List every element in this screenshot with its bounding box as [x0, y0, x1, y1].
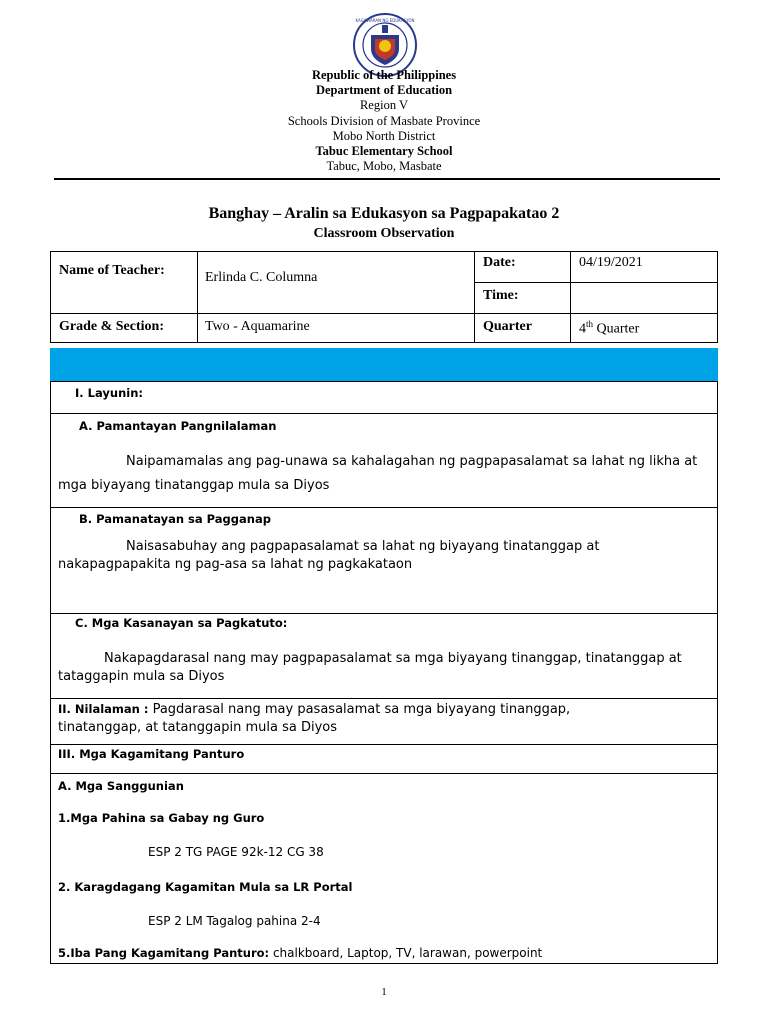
- header-school: Tabuc Elementary School: [315, 144, 453, 159]
- header-department: Department of Education: [315, 83, 453, 98]
- sanggunian-heading: A. Mga Sanggunian: [58, 779, 184, 793]
- date-label-cell: [474, 251, 571, 283]
- sanggunian-row: [50, 773, 718, 964]
- pamantayan-row: [50, 413, 718, 508]
- quarter-number: 4: [579, 321, 586, 337]
- header-address: Tabuc, Mobo, Masbate: [326, 159, 442, 174]
- seal-text: KAGAWARAN NG EDUKASYON: [355, 18, 415, 23]
- lr-portal-value: ESP 2 LM Tagalog pahina 2-4: [148, 914, 321, 928]
- quarter-ordinal: th: [586, 319, 594, 329]
- grade-value-cell: [197, 313, 475, 343]
- nilalaman-row: [50, 698, 718, 745]
- pagganap-row: [50, 507, 718, 614]
- quarter-suffix: Quarter: [593, 321, 640, 337]
- header-region: Region V: [359, 98, 409, 113]
- kagamitan-heading: III. Mga Kagamitang Panturo: [58, 747, 245, 761]
- layunin-heading: I. Layunin:: [75, 386, 143, 400]
- pagganap-text: Naisasabuhay ang pagpapasalamat sa lahat ng biyayang tinatanggap at nakapagpapakita ng pag-asa sa lahat ng pagkakataon: [58, 539, 600, 572]
- document-subtitle: Classroom Observation: [313, 226, 455, 241]
- document-title: Banghay – Aralin sa Edukasyon sa Pagpapakatao 2: [208, 205, 560, 222]
- pamantayan-text: Naipamamalas ang pag-unawa sa kahalagahan ng pagpapasalamat sa lahat ng likha at mga biyayang tinatanggap mula sa Diyos: [58, 454, 698, 493]
- gabay-value: ESP 2 TG PAGE 92k-12 CG 38: [148, 845, 324, 859]
- name-label: Name of Teacher:: [59, 263, 165, 278]
- iba-pang-value: chalkboard, Laptop, TV, larawan, powerpoint: [269, 946, 543, 960]
- layunin-row: [50, 381, 718, 414]
- grade-value: Two - Aquamarine: [205, 319, 310, 334]
- kagamitan-row: [50, 744, 718, 774]
- page-number: 1: [381, 986, 387, 998]
- date-label: Date:: [483, 255, 516, 270]
- date-value-cell: [570, 251, 718, 283]
- kasanayan-text: Nakapagdarasal nang may pagpapasalamat sa mga biyayang tinanggap, tinatanggap at tataggapin mula sa Diyos: [58, 651, 682, 684]
- nilalaman-text: [58, 700, 713, 737]
- quarter-value-cell: [570, 313, 718, 343]
- grade-label: Grade & Section:: [59, 319, 164, 334]
- grade-label-cell: [50, 313, 198, 343]
- time-value-cell: [570, 282, 718, 314]
- pamantayan-heading: A. Pamantayan Pangnilalaman: [79, 419, 277, 433]
- date-value: 04/19/2021: [579, 255, 643, 270]
- gabay-heading: 1.Mga Pahina sa Gabay ng Guro: [58, 811, 265, 825]
- nilalaman-label: II. Nilalaman :: [58, 702, 149, 716]
- quarter-label: Quarter: [483, 319, 532, 334]
- name-value-cell: [197, 251, 475, 314]
- blue-band: [50, 348, 718, 381]
- quarter-label-cell: [474, 313, 571, 343]
- iba-pang-kagamitan: [58, 946, 542, 960]
- kasanayan-heading: C. Mga Kasanayan sa Pagkatuto:: [75, 616, 288, 630]
- header-division: Schools Division of Masbate Province: [287, 113, 481, 128]
- iba-pang-label: 5.Iba Pang Kagamitang Panturo:: [58, 946, 270, 960]
- quarter-value: [579, 319, 639, 338]
- lr-portal-heading: 2. Karagdagang Kagamitan Mula sa LR Portal: [58, 880, 353, 894]
- time-label: Time:: [483, 288, 519, 303]
- name-label-cell: [50, 251, 198, 314]
- kasanayan-row: [50, 613, 718, 699]
- teacher-name: Erlinda C. Columna: [205, 270, 318, 285]
- time-label-cell: [474, 282, 571, 314]
- header-district: Mobo North District: [332, 128, 436, 143]
- nilalaman-line-1: Pagdarasal nang may pasasalamat sa mga biyayang tinanggap,: [148, 702, 571, 717]
- header-country: Republic of the Philippines: [311, 68, 457, 82]
- nilalaman-line-2: tinatanggap, at tatanggapin mula sa Diyos: [58, 720, 337, 735]
- pagganap-heading: B. Pamanatayan sa Pagganap: [79, 512, 271, 526]
- header-divider: [54, 178, 720, 180]
- letterhead: [0, 68, 768, 174]
